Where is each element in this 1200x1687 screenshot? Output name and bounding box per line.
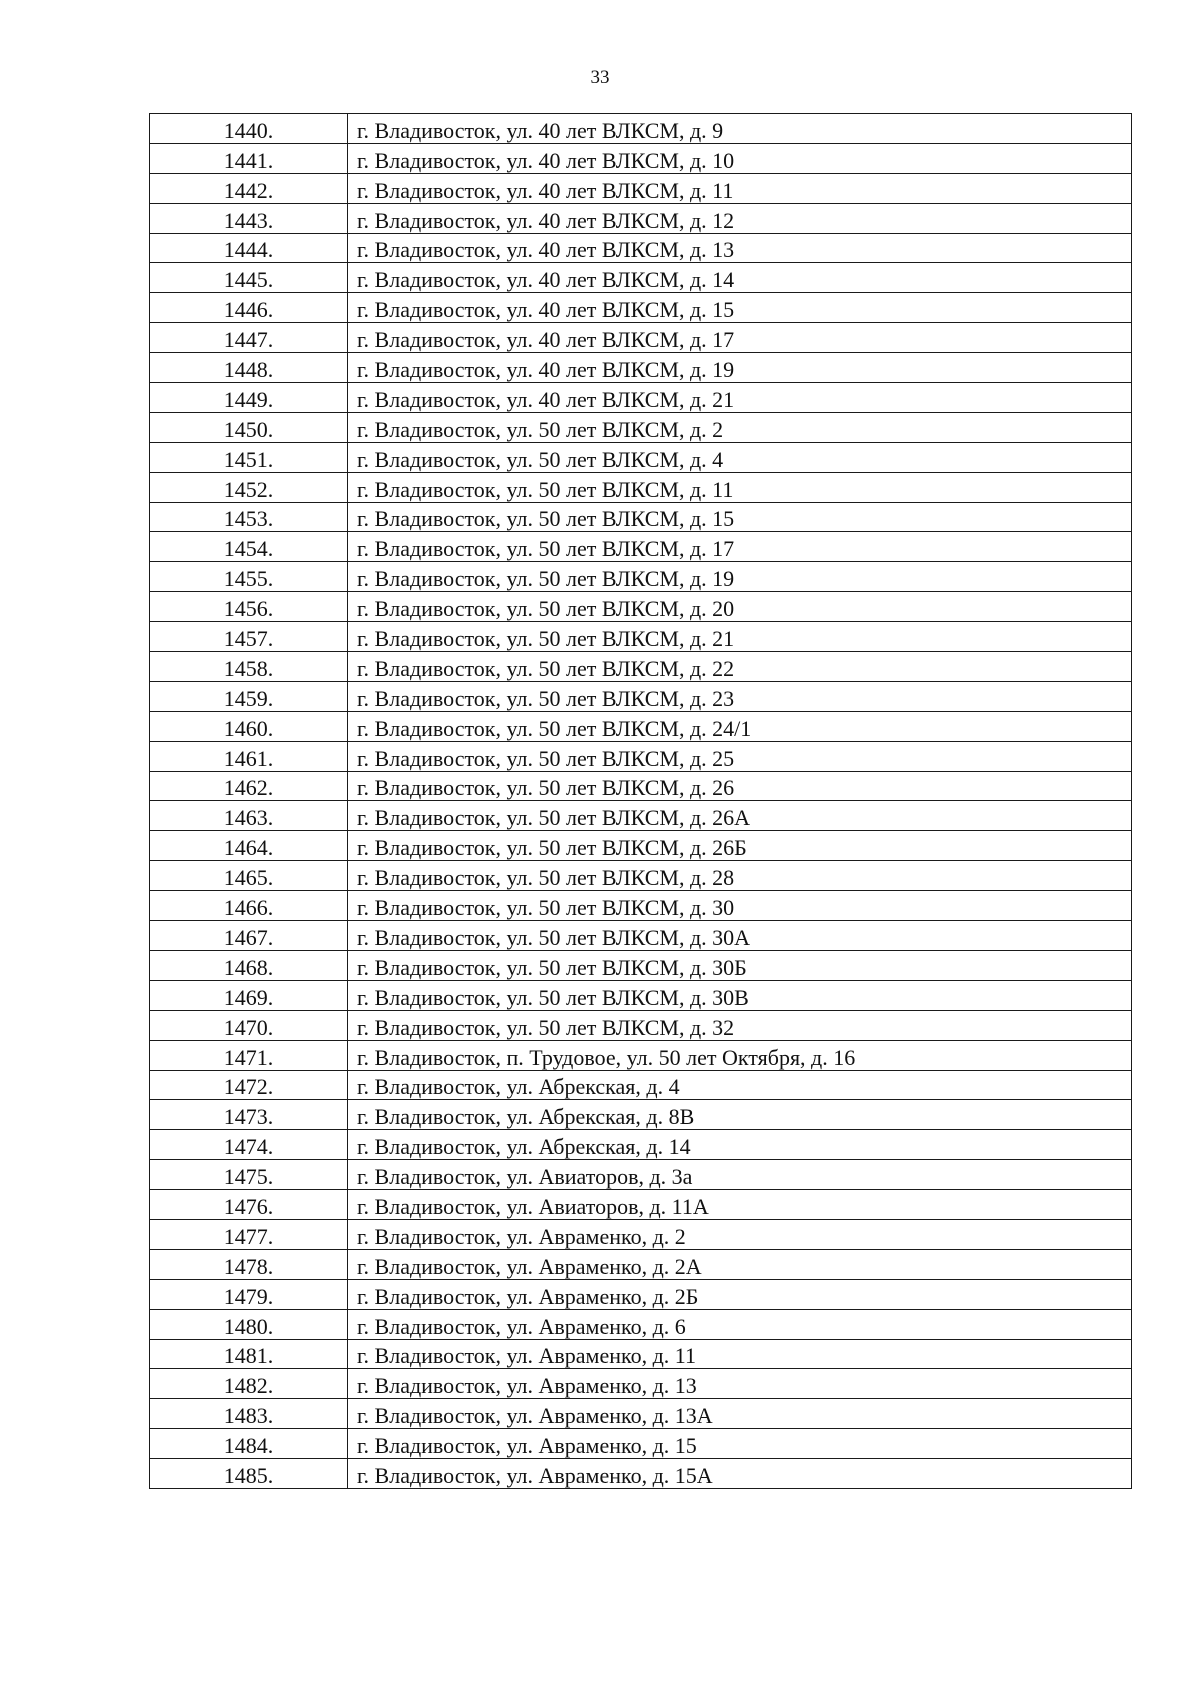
address-cell: г. Владивосток, ул. Абрекская, д. 8В (348, 1100, 1132, 1130)
address-cell: г. Владивосток, ул. Авраменко, д. 13А (348, 1399, 1132, 1429)
table-row (150, 980, 1132, 1010)
address-cell: г. Владивосток, ул. Авраменко, д. 2 (348, 1219, 1132, 1249)
address-cell: г. Владивосток, ул. Авраменко, д. 15 (348, 1429, 1132, 1459)
row-number-cell: 1465. (150, 861, 348, 891)
row-number-cell: 1473. (150, 1100, 348, 1130)
table-row (150, 562, 1132, 592)
address-cell: г. Владивосток, ул. 50 лет ВЛКСМ, д. 26Б (348, 831, 1132, 861)
row-number-cell: 1479. (150, 1279, 348, 1309)
address-cell: г. Владивосток, ул. Абрекская, д. 14 (348, 1130, 1132, 1160)
table-row (150, 950, 1132, 980)
page-number: 33 (590, 67, 610, 88)
address-cell: г. Владивосток, ул. 40 лет ВЛКСМ, д. 11 (348, 173, 1132, 203)
row-number-cell: 1452. (150, 472, 348, 502)
table-row (150, 383, 1132, 413)
row-number-cell: 1453. (150, 502, 348, 532)
table-row (150, 652, 1132, 682)
row-number-cell: 1456. (150, 592, 348, 622)
row-number-cell: 1474. (150, 1130, 348, 1160)
table-row (150, 293, 1132, 323)
row-number-cell: 1481. (150, 1339, 348, 1369)
row-number-cell: 1478. (150, 1249, 348, 1279)
address-cell: г. Владивосток, ул. 50 лет ВЛКСМ, д. 30В (348, 980, 1132, 1010)
address-cell: г. Владивосток, ул. 40 лет ВЛКСМ, д. 17 (348, 323, 1132, 353)
row-number-cell: 1466. (150, 891, 348, 921)
address-cell: г. Владивосток, ул. Авраменко, д. 2Б (348, 1279, 1132, 1309)
address-cell: г. Владивосток, ул. 50 лет ВЛКСМ, д. 30 (348, 891, 1132, 921)
table-row (150, 1249, 1132, 1279)
address-cell: г. Владивосток, ул. 40 лет ВЛКСМ, д. 15 (348, 293, 1132, 323)
address-cell: г. Владивосток, ул. 40 лет ВЛКСМ, д. 12 (348, 203, 1132, 233)
row-number-cell: 1447. (150, 323, 348, 353)
address-cell: г. Владивосток, ул. 50 лет ВЛКСМ, д. 2 (348, 412, 1132, 442)
table-row (150, 114, 1132, 144)
address-cell: г. Владивосток, ул. 50 лет ВЛКСМ, д. 26А (348, 801, 1132, 831)
row-number-cell: 1451. (150, 442, 348, 472)
table-row (150, 741, 1132, 771)
address-cell: г. Владивосток, ул. 50 лет ВЛКСМ, д. 24/1 (348, 711, 1132, 741)
address-cell: г. Владивосток, ул. Авраменко, д. 11 (348, 1339, 1132, 1369)
row-number-cell: 1448. (150, 353, 348, 383)
table-row (150, 353, 1132, 383)
row-number-cell: 1450. (150, 412, 348, 442)
table-row (150, 1010, 1132, 1040)
address-cell: г. Владивосток, ул. 40 лет ВЛКСМ, д. 19 (348, 353, 1132, 383)
address-cell: г. Владивосток, п. Трудовое, ул. 50 лет Октября, д. 16 (348, 1040, 1132, 1070)
table-row (150, 532, 1132, 562)
row-number-cell: 1464. (150, 831, 348, 861)
row-number-cell: 1484. (150, 1429, 348, 1459)
row-number-cell: 1444. (150, 233, 348, 263)
row-number-cell: 1467. (150, 921, 348, 951)
address-cell: г. Владивосток, ул. 50 лет ВЛКСМ, д. 26 (348, 771, 1132, 801)
address-cell: г. Владивосток, ул. 50 лет ВЛКСМ, д. 23 (348, 681, 1132, 711)
table-row (150, 502, 1132, 532)
table-row (150, 681, 1132, 711)
row-number-cell: 1449. (150, 383, 348, 413)
address-cell: г. Владивосток, ул. Абрекская, д. 4 (348, 1070, 1132, 1100)
address-cell: г. Владивосток, ул. 40 лет ВЛКСМ, д. 9 (348, 114, 1132, 144)
table-row (150, 323, 1132, 353)
address-cell: г. Владивосток, ул. Авиаторов, д. 11А (348, 1190, 1132, 1220)
table-row (150, 861, 1132, 891)
table-row (150, 1070, 1132, 1100)
address-cell: г. Владивосток, ул. Авраменко, д. 13 (348, 1369, 1132, 1399)
row-number-cell: 1485. (150, 1459, 348, 1489)
table-row (150, 622, 1132, 652)
row-number-cell: 1476. (150, 1190, 348, 1220)
row-number-cell: 1445. (150, 263, 348, 293)
table-row (150, 203, 1132, 233)
address-cell: г. Владивосток, ул. 50 лет ВЛКСМ, д. 20 (348, 592, 1132, 622)
table-row (150, 442, 1132, 472)
address-cell: г. Владивосток, ул. Авраменко, д. 15А (348, 1459, 1132, 1489)
address-table-body (150, 114, 1132, 1489)
row-number-cell: 1470. (150, 1010, 348, 1040)
row-number-cell: 1483. (150, 1399, 348, 1429)
table-row (150, 1459, 1132, 1489)
table-row (150, 1369, 1132, 1399)
table-row (150, 891, 1132, 921)
row-number-cell: 1454. (150, 532, 348, 562)
row-number-cell: 1477. (150, 1219, 348, 1249)
address-cell: г. Владивосток, ул. 50 лет ВЛКСМ, д. 32 (348, 1010, 1132, 1040)
table-row (150, 1130, 1132, 1160)
address-cell: г. Владивосток, ул. 50 лет ВЛКСМ, д. 4 (348, 442, 1132, 472)
row-number-cell: 1443. (150, 203, 348, 233)
row-number-cell: 1457. (150, 622, 348, 652)
address-cell: г. Владивосток, ул. 50 лет ВЛКСМ, д. 22 (348, 652, 1132, 682)
table-row (150, 1040, 1132, 1070)
table-row (150, 1339, 1132, 1369)
row-number-cell: 1455. (150, 562, 348, 592)
table-row (150, 263, 1132, 293)
address-cell: г. Владивосток, ул. 50 лет ВЛКСМ, д. 11 (348, 472, 1132, 502)
table-row (150, 1190, 1132, 1220)
row-number-cell: 1446. (150, 293, 348, 323)
row-number-cell: 1482. (150, 1369, 348, 1399)
table-row (150, 1160, 1132, 1190)
table-row (150, 592, 1132, 622)
address-cell: г. Владивосток, ул. 40 лет ВЛКСМ, д. 10 (348, 143, 1132, 173)
row-number-cell: 1469. (150, 980, 348, 1010)
table-row (150, 831, 1132, 861)
address-table (149, 113, 1132, 1489)
table-row (150, 1429, 1132, 1459)
row-number-cell: 1462. (150, 771, 348, 801)
table-row (150, 412, 1132, 442)
address-cell: г. Владивосток, ул. 50 лет ВЛКСМ, д. 28 (348, 861, 1132, 891)
table-row (150, 233, 1132, 263)
row-number-cell: 1459. (150, 681, 348, 711)
address-cell: г. Владивосток, ул. Авиаторов, д. 3а (348, 1160, 1132, 1190)
table-row (150, 1219, 1132, 1249)
table-row (150, 472, 1132, 502)
row-number-cell: 1441. (150, 143, 348, 173)
table-row (150, 771, 1132, 801)
row-number-cell: 1475. (150, 1160, 348, 1190)
address-cell: г. Владивосток, ул. 50 лет ВЛКСМ, д. 15 (348, 502, 1132, 532)
address-cell: г. Владивосток, ул. 40 лет ВЛКСМ, д. 21 (348, 383, 1132, 413)
row-number-cell: 1463. (150, 801, 348, 831)
table-row (150, 1399, 1132, 1429)
address-cell: г. Владивосток, ул. 50 лет ВЛКСМ, д. 30Б (348, 950, 1132, 980)
row-number-cell: 1460. (150, 711, 348, 741)
table-row (150, 173, 1132, 203)
address-cell: г. Владивосток, ул. Авраменко, д. 2А (348, 1249, 1132, 1279)
table-row (150, 1279, 1132, 1309)
table-row (150, 1100, 1132, 1130)
row-number-cell: 1468. (150, 950, 348, 980)
table-row (150, 801, 1132, 831)
row-number-cell: 1440. (150, 114, 348, 144)
address-cell: г. Владивосток, ул. 40 лет ВЛКСМ, д. 14 (348, 263, 1132, 293)
row-number-cell: 1442. (150, 173, 348, 203)
table-row (150, 143, 1132, 173)
address-cell: г. Владивосток, ул. 50 лет ВЛКСМ, д. 30А (348, 921, 1132, 951)
address-cell: г. Владивосток, ул. 50 лет ВЛКСМ, д. 17 (348, 532, 1132, 562)
row-number-cell: 1461. (150, 741, 348, 771)
row-number-cell: 1471. (150, 1040, 348, 1070)
address-cell: г. Владивосток, ул. 50 лет ВЛКСМ, д. 19 (348, 562, 1132, 592)
address-cell: г. Владивосток, ул. 40 лет ВЛКСМ, д. 13 (348, 233, 1132, 263)
table-row (150, 1309, 1132, 1339)
address-cell: г. Владивосток, ул. Авраменко, д. 6 (348, 1309, 1132, 1339)
row-number-cell: 1458. (150, 652, 348, 682)
row-number-cell: 1480. (150, 1309, 348, 1339)
table-row (150, 921, 1132, 951)
address-cell: г. Владивосток, ул. 50 лет ВЛКСМ, д. 25 (348, 741, 1132, 771)
table-row (150, 711, 1132, 741)
address-cell: г. Владивосток, ул. 50 лет ВЛКСМ, д. 21 (348, 622, 1132, 652)
row-number-cell: 1472. (150, 1070, 348, 1100)
